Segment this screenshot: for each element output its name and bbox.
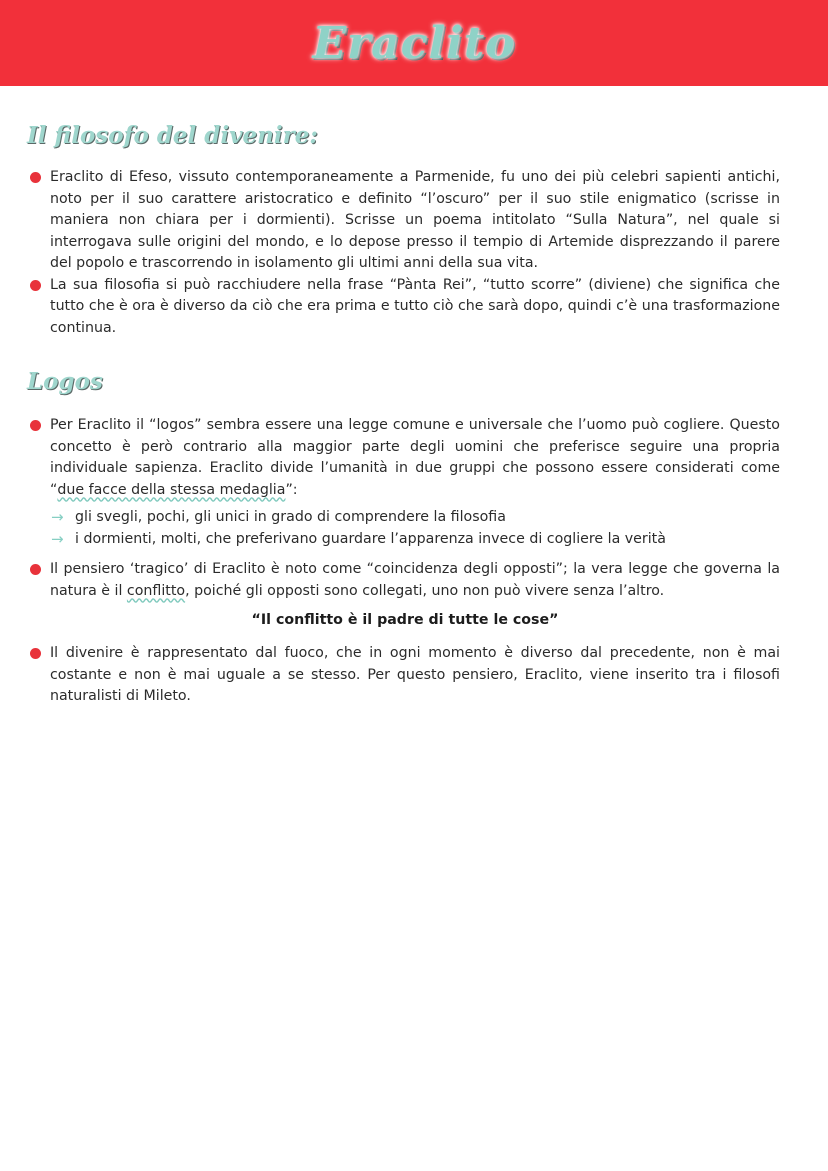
- underlined-phrase: due facce della stessa medaglia: [57, 481, 286, 498]
- bullet-dot-icon: [30, 420, 41, 431]
- section-logos-content: [30, 415, 780, 602]
- sub-list-item: [30, 529, 780, 551]
- bullet-text: Per Eraclito il “logos” sembra essere una legge comune e universale che l’uomo può cogliere. Questo concetto è però contrario alla maggior parte degli uomini che preferisce seguire una propria individuale sapienza. Eraclito divide l’umanità in due gruppi che possono essere considerati come “: [50, 417, 780, 498]
- arrow-right-icon: →: [51, 508, 64, 526]
- list-item: [30, 559, 780, 602]
- list-item: [30, 275, 780, 340]
- sub-item-text: gli svegli, pochi, gli unici in grado di comprendere la filosofia: [75, 509, 506, 525]
- section-divenire-content: [30, 167, 780, 339]
- bullet-dot-icon: [30, 564, 41, 575]
- bullet-text: Eraclito di Efeso, vissuto contemporaneamente a Parmenide, fu uno dei più celebri sapienti antichi, noto per il suo carattere aristocratico e definito “l’oscuro” per il suo stile enigmatico (scrisse in maniera non chiara per i dormienti). Scrisse un poema intitolato “Sulla Natura”, nel quale si interrogava sulle origini del mondo, e lo depose presso il tempio di Artemide disprezzando il parere del popolo e trascorrendo in isolamento gli ultimi anni della sua vita.: [50, 169, 780, 271]
- section-heading-logos: Logos: [27, 368, 103, 395]
- list-item: [30, 167, 780, 275]
- bullet-text-end: , poiché gli opposti sono collegati, uno non può vivere senza l’altro.: [185, 582, 665, 599]
- section-heading-divenire: Il filosofo del divenire:: [27, 122, 318, 149]
- underlined-word: conflitto: [126, 582, 186, 599]
- list-item: [30, 643, 780, 708]
- arrow-right-icon: →: [51, 529, 64, 548]
- bullet-text: Il pensiero ‘tragico’ di Eraclito è noto come “coincidenza degli opposti”; la vera legge che governa la natura è il: [50, 561, 780, 599]
- bullet-text: Il divenire è rappresentato dal fuoco, che in ogni momento è diverso dal precedente, non è mai costante e non è mai uguale a se stesso. Per questo pensiero, Eraclito, viene inserito tra i filosofi naturalisti di Mileto.: [50, 645, 780, 704]
- bullet-dot-icon: [30, 280, 41, 291]
- page-title: Eraclito: [312, 18, 516, 69]
- sub-item-text: i dormienti, molti, che preferivano guardare l’apparenza invece di cogliere la verità: [75, 530, 666, 547]
- bullet-dot-icon: [30, 648, 41, 659]
- section-logos-final: [30, 643, 780, 708]
- sub-list-item: [30, 507, 780, 529]
- quote: “Il conflitto è il padre di tutte le cose”: [251, 612, 559, 628]
- bullet-text-end: ”:: [285, 481, 298, 498]
- bullet-text: La sua filosofia si può racchiudere nella frase “Pànta Rei”, “tutto scorre” (diviene) che significa che tutto che è ora è diverso da ciò che era prima e tutto ciò che sarà dopo, quindi c’è una trasformazione continua.: [50, 276, 780, 336]
- bullet-dot-icon: [30, 172, 41, 183]
- list-item: [30, 415, 780, 501]
